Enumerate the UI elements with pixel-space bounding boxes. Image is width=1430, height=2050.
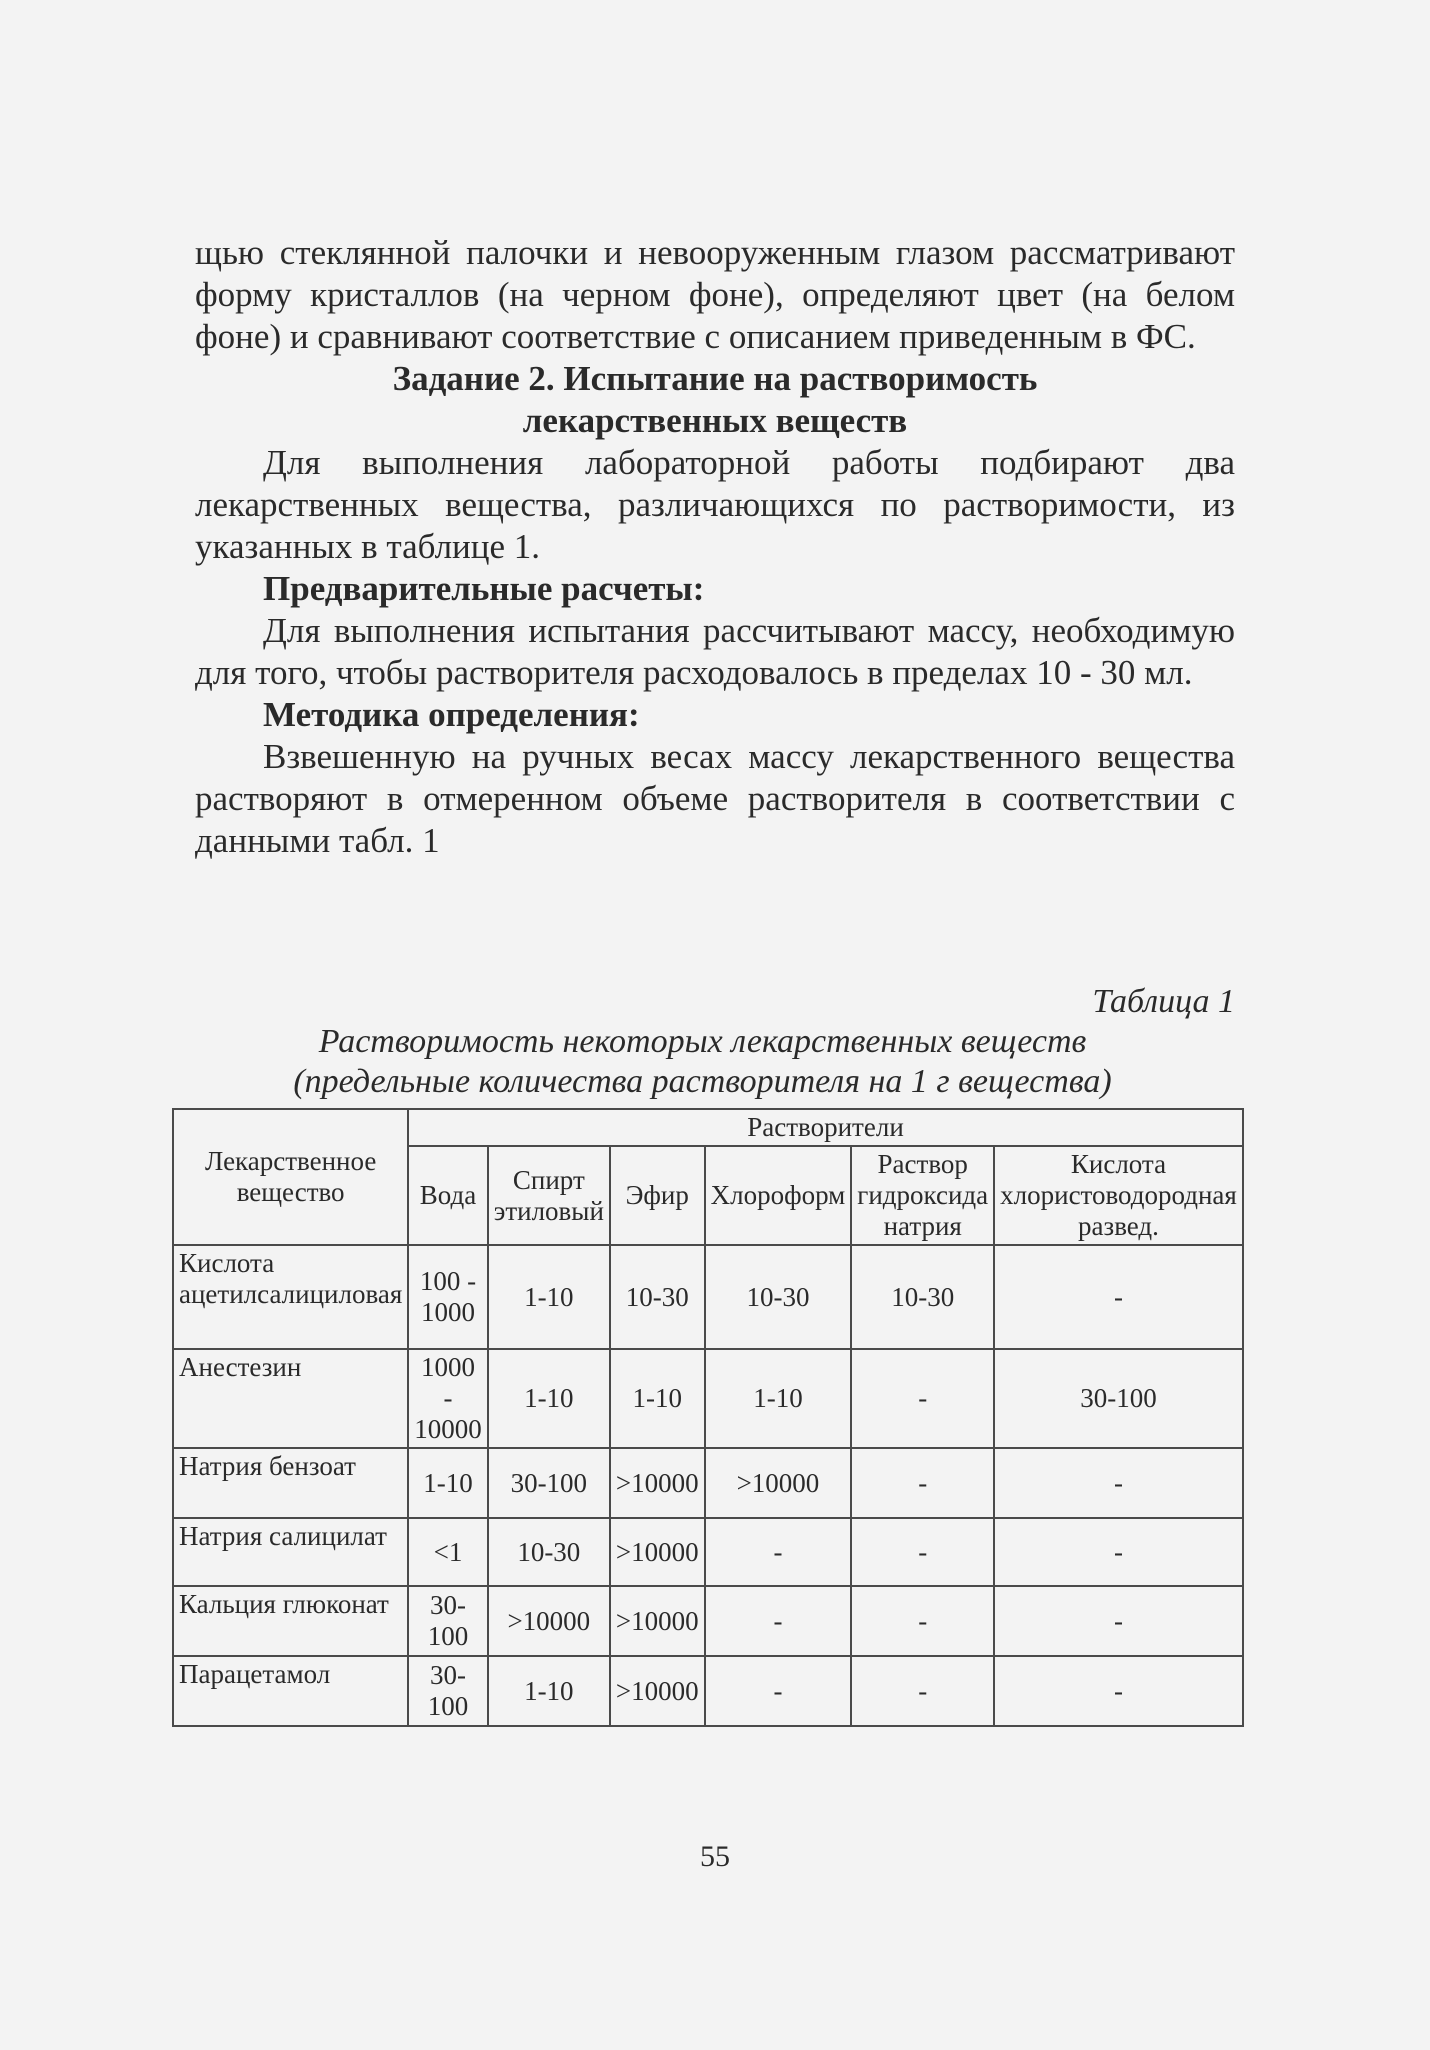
table-row	[173, 1656, 1243, 1726]
cell-ethanol: 1-10	[488, 1349, 610, 1448]
header-water: Вода	[408, 1146, 488, 1245]
cell-hydrochloric-acid: -	[994, 1448, 1243, 1518]
cell-water: 1-10	[408, 1448, 488, 1518]
cell-water: 30-100	[408, 1586, 488, 1656]
cell-hydrochloric-acid: -	[994, 1245, 1243, 1349]
table-number: Таблица 1	[1092, 983, 1235, 1020]
table-row	[173, 1349, 1243, 1448]
header-sodium-hydroxide: Раствор гидроксида натрия	[851, 1146, 994, 1245]
method-paragraph: Взвешенную на ручных весах массу лекарственного вещества растворяют в отмеренном объеме растворителя в соответствии с данными табл. 1	[195, 737, 1235, 860]
table-title-line1: Растворимость некоторых лекарственных веществ	[318, 1023, 1087, 1060]
cell-ethanol: 30-100	[488, 1448, 610, 1518]
table-row	[173, 1448, 1243, 1518]
cell-ether: 1-10	[610, 1349, 705, 1448]
row-substance-name: Анестезин	[173, 1349, 408, 1448]
row-substance-name: Натрия салицилат	[173, 1518, 408, 1586]
cell-ethanol: 1-10	[488, 1245, 610, 1349]
cell-ethanol: 10-30	[488, 1518, 610, 1586]
cell-water: 100 - 1000	[408, 1245, 488, 1349]
cell-ether: >10000	[610, 1656, 705, 1726]
header-ethanol: Спирт этиловый	[488, 1146, 610, 1245]
table-row	[173, 1586, 1243, 1656]
cell-chloroform: -	[705, 1518, 852, 1586]
cell-sodium-hydroxide: -	[851, 1518, 994, 1586]
table-header-row-1	[173, 1109, 1243, 1146]
cell-hydrochloric-acid: -	[994, 1586, 1243, 1656]
row-substance-name: Кальция глюконат	[173, 1586, 408, 1656]
header-ether: Эфир	[610, 1146, 705, 1245]
task-heading-line2: лекарственных веществ	[522, 401, 908, 440]
cell-ethanol: 1-10	[488, 1656, 610, 1726]
cell-water: 30-100	[408, 1656, 488, 1726]
header-hydrochloric-acid: Кислота хлористоводородная развед.	[994, 1146, 1243, 1245]
cell-ether: >10000	[610, 1518, 705, 1586]
task-heading-line1: Задание 2. Испытание на растворимость	[392, 359, 1038, 398]
row-substance-name: Кислота ацетилсалициловая	[173, 1245, 408, 1349]
cell-ether: 10-30	[610, 1245, 705, 1349]
cell-water: 1000 - 10000	[408, 1349, 488, 1448]
cell-sodium-hydroxide: -	[851, 1448, 994, 1518]
header-substance: Лекарственное вещество	[173, 1109, 408, 1245]
cell-ethanol: >10000	[488, 1586, 610, 1656]
prelim-heading: Предварительные расчеты:	[263, 569, 705, 608]
cell-chloroform: -	[705, 1586, 852, 1656]
cell-sodium-hydroxide: -	[851, 1349, 994, 1448]
cell-sodium-hydroxide: -	[851, 1656, 994, 1726]
solubility-table	[172, 1108, 1244, 1727]
page-body	[195, 232, 1235, 862]
row-substance-name: Парацетамол	[173, 1656, 408, 1726]
cell-water: <1	[408, 1518, 488, 1586]
table-caption	[170, 982, 1235, 1102]
cell-chloroform: >10000	[705, 1448, 852, 1518]
cell-sodium-hydroxide: -	[851, 1586, 994, 1656]
cell-chloroform: 1-10	[705, 1349, 852, 1448]
task-paragraph: Для выполнения лабораторной работы подбирают два лекарственных вещества, различающихся по растворимости, из указанных в таблице 1.	[195, 443, 1235, 566]
intro-paragraph: щью стеклянной палочки и невооруженным глазом рассматривают форму кристаллов (на черном фоне), определяют цвет (на белом фоне) и сравнивают соответствие с описанием приведенным в ФС.	[195, 233, 1235, 356]
table-row	[173, 1245, 1243, 1349]
table-row	[173, 1518, 1243, 1586]
cell-hydrochloric-acid: -	[994, 1518, 1243, 1586]
cell-chloroform: -	[705, 1656, 852, 1726]
prelim-paragraph: Для выполнения испытания рассчитывают массу, необходимую для того, чтобы растворителя расходовалось в пределах 10 - 30 мл.	[195, 611, 1235, 692]
cell-hydrochloric-acid: -	[994, 1656, 1243, 1726]
page-number: 55	[700, 1840, 730, 1873]
table-title-line2: (предельные количества растворителя на 1 г вещества)	[293, 1063, 1112, 1100]
cell-chloroform: 10-30	[705, 1245, 852, 1349]
cell-ether: >10000	[610, 1586, 705, 1656]
cell-sodium-hydroxide: 10-30	[851, 1245, 994, 1349]
cell-ether: >10000	[610, 1448, 705, 1518]
header-chloroform: Хлороформ	[705, 1146, 852, 1245]
row-substance-name: Натрия бензоат	[173, 1448, 408, 1518]
cell-hydrochloric-acid: 30-100	[994, 1349, 1243, 1448]
header-solvents: Растворители	[408, 1109, 1243, 1146]
method-heading: Методика определения:	[263, 695, 640, 734]
